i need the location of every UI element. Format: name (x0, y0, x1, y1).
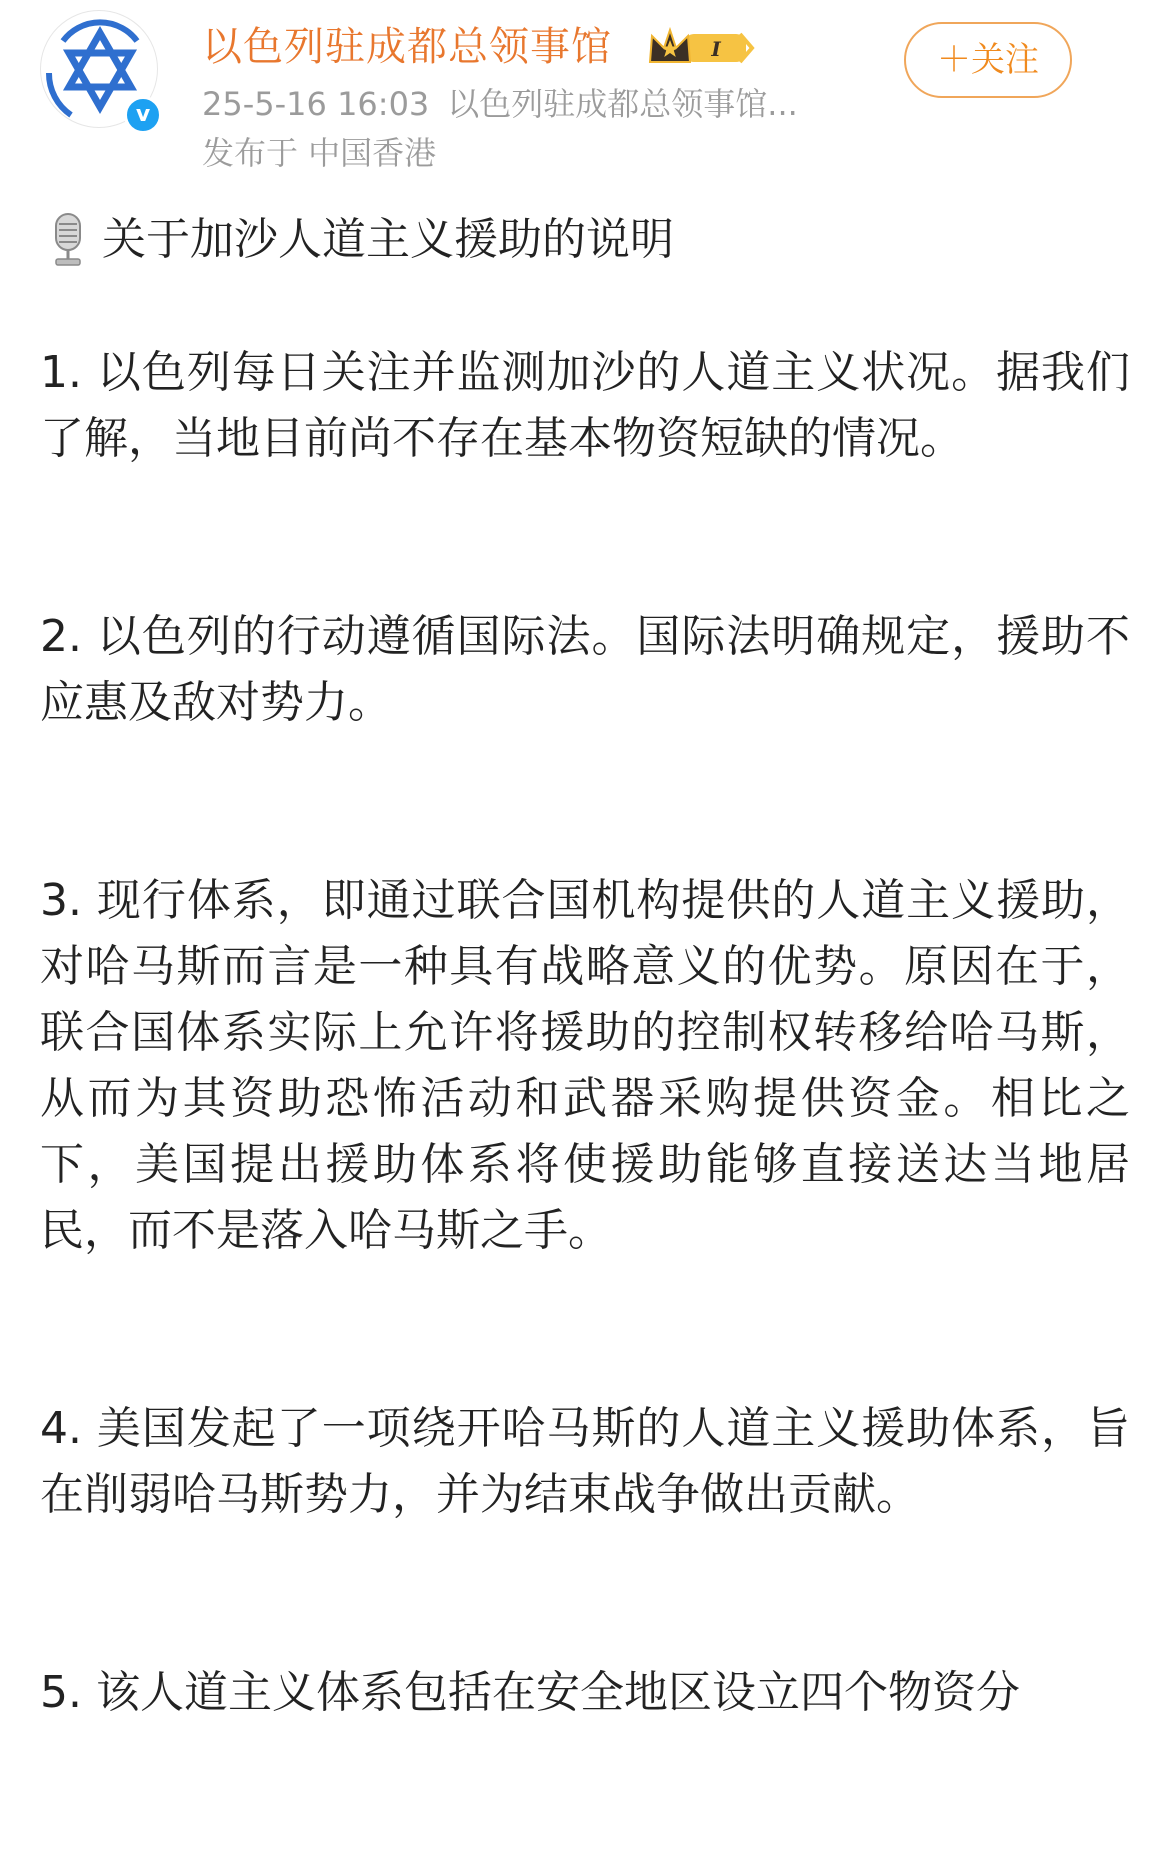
post-timestamp: 25-5-16 16:03 (202, 85, 430, 123)
post-location: 发布于 中国香港 (202, 134, 437, 172)
microphone-icon (48, 212, 88, 268)
post-body (40, 340, 1130, 1858)
post-header (0, 0, 1170, 190)
paragraph-5: 5. 该人道主义体系包括在安全地区设立四个物资分 (40, 1667, 1020, 1718)
paragraph-1: 1. 以色列每日关注并监测加沙的人道主义状况。据我们了解，当地目前尚不存在基本物资短缺的情况。 (40, 347, 1130, 464)
paragraph-3: 3. 现行体系，即通过联合国机构提供的人道主义援助，对哈马斯而言是一种具有战略意义的优势。原因在于，联合国体系实际上允许将援助的控制权转移给哈马斯，从而为其资助恐怖活动和武器采购提供资金。相比之下，美国提出援助体系将使援助能够直接送达当地居民，而不是落入哈马斯之手。 (40, 875, 1130, 1256)
post-title (48, 210, 674, 270)
crown-vip-icon[interactable] (648, 26, 756, 70)
vip-level: I (711, 37, 721, 61)
follow-button[interactable]: ＋关注 (904, 22, 1072, 98)
paragraph-4: 4. 美国发起了一项绕开哈马斯的人道主义援助体系，旨在削弱哈马斯势力，并为结束战争做出贡献。 (40, 1403, 1130, 1520)
post-source[interactable]: 以色列驻成都总领事馆... (447, 85, 798, 123)
post-meta (202, 82, 798, 126)
user-name[interactable]: 以色列驻成都总领事馆 (202, 24, 612, 70)
paragraph-2: 2. 以色列的行动遵循国际法。国际法明确规定，援助不应惠及敌对势力。 (40, 611, 1130, 728)
post-title-text: 关于加沙人道主义援助的说明 (102, 214, 674, 265)
verified-check-icon: v (124, 96, 162, 134)
